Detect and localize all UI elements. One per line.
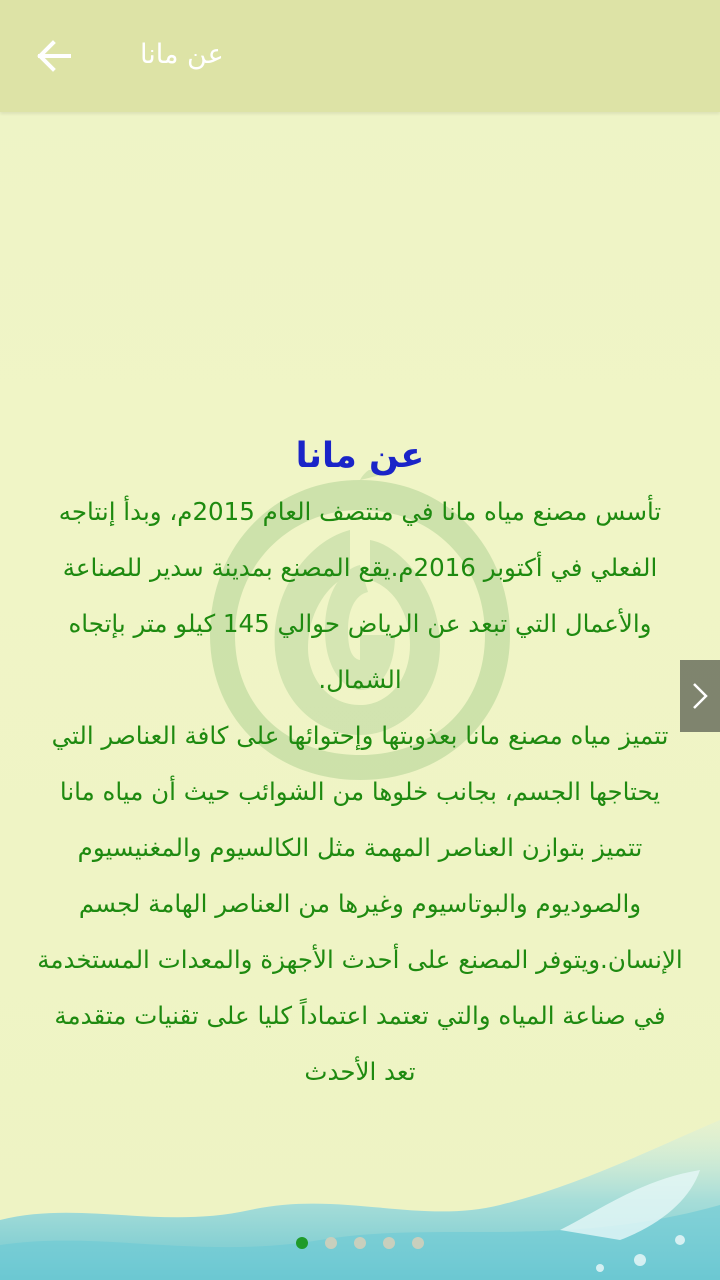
page-dot-4[interactable] — [383, 1237, 395, 1249]
page-dot-3[interactable] — [354, 1237, 366, 1249]
page-dot-2[interactable] — [325, 1237, 337, 1249]
app-bar — [0, 0, 720, 112]
page-title: عن مانا — [140, 39, 224, 70]
chevron-right-icon — [691, 681, 709, 711]
page-indicator — [296, 1234, 424, 1252]
arrow-left-icon — [36, 40, 72, 72]
next-page-button[interactable] — [680, 660, 720, 732]
about-paragraph-1: تأسس مصنع مياه مانا في منتصف العام 2015م، وبدأ إنتاجه الفعلي في أكتوبر 2016م.يقع المصنع بمدينة سدير للصناعة والأعمال التي تبعد عن الرياض حوالي 145 كيلو متر بإتجاه الشمال. — [58, 497, 662, 694]
page-dot-1[interactable] — [296, 1237, 308, 1249]
about-paragraph-2: تتميز مياه مصنع مانا بعذوبتها وإحتوائها على كافة العناصر التي يحتاجها الجسم، بجانب خلوها من الشوائب حيث أن مياه مانا تتميز بتوازن العناصر المهمة مثل الكالسيوم والمغنيسيوم والصوديوم والبوتاسيوم وغيرها من العناصر الهامة لجسم الإنسان.ويتوفر المصنع على أحدث الأجهزة والمعدات المستخدمة في صناعة المياه والتي تعتمد اعتماداً كليا على تقنيات متقدمة تعد الأحدث — [37, 721, 683, 1086]
content-heading: عن مانا — [295, 436, 425, 476]
back-button[interactable] — [22, 26, 86, 86]
page-dot-5[interactable] — [412, 1237, 424, 1249]
about-content — [36, 428, 684, 1148]
